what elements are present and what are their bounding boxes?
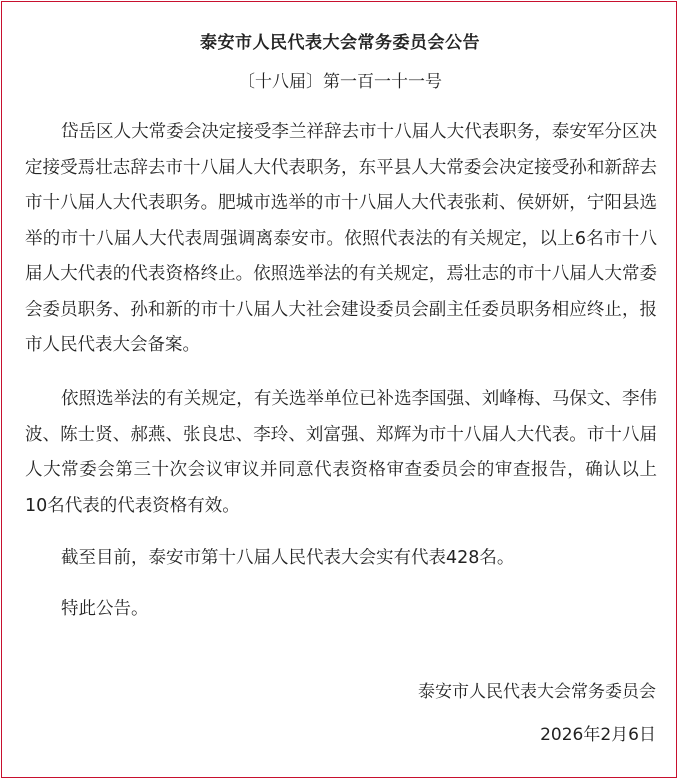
document-title: 泰安市人民代表大会常务委员会公告 bbox=[200, 33, 480, 53]
issue-date: 2026年2月6日 bbox=[540, 725, 656, 745]
issuer-signature: 泰安市人民代表大会常务委员会 bbox=[418, 682, 656, 702]
paragraph-closing: 特此公告。 bbox=[61, 599, 149, 619]
document-number: 〔十八届〕第一百一十一号 bbox=[238, 72, 442, 92]
paragraph-current-count: 截至目前，泰安市第十八届人民代表大会实有代表428名。 bbox=[61, 548, 515, 568]
paragraph-by-elections: 依照选举法的有关规定，有关选举单位已补选李国强、刘峰梅、马保文、李伟波、陈士贤、郝燕、张良忠、李玲、刘富强、郑辉为市十八届人大代表。市十八届人大常委会第三十次会议审议并同意代表资格审查委员会的审查报告，确认以上10名代表的代表资格有效。 bbox=[25, 389, 657, 516]
paragraph-resignations: 岱岳区人大常委会决定接受李兰祥辞去市十八届人大代表职务，泰安军分区决定接受焉壮志辞去市十八届人大代表职务，东平县人大常委会决定接受孙和新辞去市十八届人大代表职务。肥城市选举的市十八届人大代表张莉、侯妍妍，宁阳县选举的市十八届人大代表周强调离泰安市。依照代表法的有关规定，以上6名市十八届人大代表的代表资格终止。依照选举法的有关规定，焉壮志的市十八届人大常委会委员职务、孙和新的市十八届人大社会建设委员会副主任委员职务相应终止，报市人民代表大会备案。 bbox=[25, 122, 657, 355]
